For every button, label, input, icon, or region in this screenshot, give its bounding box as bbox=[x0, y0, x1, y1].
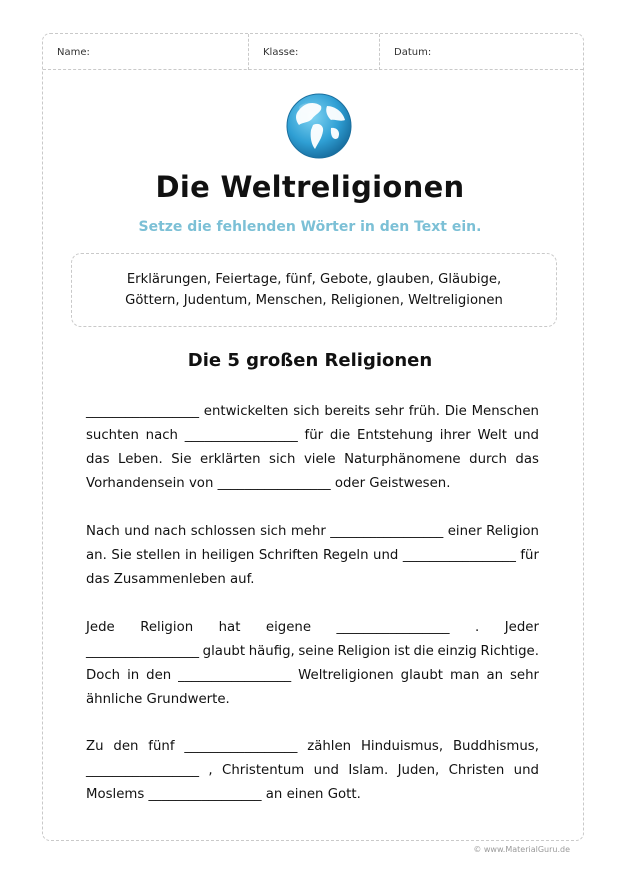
word: schlossen bbox=[190, 524, 256, 539]
blank-field[interactable]: _________________ bbox=[330, 524, 444, 539]
word: die bbox=[413, 644, 434, 659]
word: die bbox=[329, 428, 351, 443]
word: an. bbox=[86, 548, 107, 563]
blank-field[interactable]: _________________ bbox=[86, 644, 200, 659]
text-line bbox=[86, 640, 539, 664]
word: Buddhismus, bbox=[452, 739, 539, 754]
word: entwickelten bbox=[203, 404, 289, 419]
text-line bbox=[86, 424, 539, 448]
word: und bbox=[373, 548, 399, 563]
word: in bbox=[184, 548, 198, 563]
word: Religion bbox=[140, 620, 194, 635]
word: Welt bbox=[477, 428, 507, 443]
word: seine bbox=[298, 644, 334, 659]
word: man bbox=[449, 668, 480, 683]
word: Weltreligionen bbox=[298, 668, 394, 683]
word: Schriften bbox=[258, 548, 319, 563]
blank-field[interactable]: _________________ bbox=[402, 548, 516, 563]
word: für bbox=[520, 548, 539, 563]
text-line: Moslems _________________ an einen Gott. bbox=[86, 787, 361, 802]
word: einer bbox=[447, 524, 482, 539]
word: sehr bbox=[374, 404, 404, 419]
word: Menschen bbox=[471, 404, 539, 419]
paragraph-3 bbox=[86, 616, 539, 712]
word: nach bbox=[153, 524, 187, 539]
word: Christen bbox=[448, 763, 505, 778]
word: Religion bbox=[486, 524, 539, 539]
paragraph-2 bbox=[86, 520, 539, 592]
word: Entstehung bbox=[356, 428, 434, 443]
text-line bbox=[86, 664, 539, 688]
word: Regeln bbox=[322, 548, 369, 563]
word: zählen bbox=[307, 739, 352, 754]
word: Die bbox=[444, 404, 467, 419]
word: Zu bbox=[86, 739, 104, 754]
date-label: Datum: bbox=[394, 47, 432, 58]
blank-field[interactable]: _________________ bbox=[184, 739, 298, 754]
word: Islam. bbox=[348, 763, 389, 778]
class-field[interactable] bbox=[249, 34, 380, 70]
word: Sie bbox=[111, 548, 132, 563]
word: ist bbox=[394, 644, 410, 659]
word-bank-line: Göttern, Judentum, Menschen, Religionen, Weltreligionen bbox=[125, 293, 503, 308]
page-subtitle: Setze die fehlenden Wörter in den Text ein. bbox=[138, 219, 482, 235]
word: sehr bbox=[509, 668, 539, 683]
blank-field[interactable]: _________________ bbox=[336, 620, 450, 635]
word: , bbox=[208, 763, 213, 778]
globe-icon bbox=[285, 92, 353, 160]
word: das bbox=[515, 452, 539, 467]
word: mehr bbox=[290, 524, 326, 539]
text-line: ähnliche Grundwerte. bbox=[86, 692, 230, 707]
blank-field[interactable]: _________________ bbox=[178, 668, 292, 683]
text-line bbox=[86, 400, 539, 424]
text-line bbox=[86, 616, 539, 640]
word: Christentum bbox=[222, 763, 305, 778]
word: Doch bbox=[86, 668, 121, 683]
word: und bbox=[513, 763, 539, 778]
word: sich bbox=[269, 452, 296, 467]
paragraph-1 bbox=[86, 400, 539, 496]
date-field[interactable] bbox=[380, 34, 585, 70]
word-bank bbox=[71, 253, 557, 327]
text-line bbox=[86, 448, 539, 472]
paragraph-4 bbox=[86, 735, 539, 807]
blank-field[interactable]: _________________ bbox=[184, 428, 298, 443]
text-line: das Zusammenleben auf. bbox=[86, 572, 255, 587]
header-row bbox=[43, 34, 583, 70]
word: bereits bbox=[324, 404, 371, 419]
word: an bbox=[486, 668, 504, 683]
word: durch bbox=[469, 452, 507, 467]
text-line bbox=[86, 520, 539, 544]
word: hat bbox=[218, 620, 241, 635]
word: Leben. bbox=[118, 452, 163, 467]
word: den bbox=[146, 668, 172, 683]
word: Nach bbox=[86, 524, 120, 539]
text-line: Vorhandensein von _________________ oder Geistwesen. bbox=[86, 476, 451, 491]
word: fünf bbox=[148, 739, 175, 754]
word: häufig, bbox=[248, 644, 295, 659]
word: eigene bbox=[265, 620, 312, 635]
word: Naturphänomene bbox=[344, 452, 461, 467]
text-line bbox=[86, 735, 539, 759]
word: für bbox=[304, 428, 324, 443]
word: früh. bbox=[408, 404, 440, 419]
word: Sie bbox=[171, 452, 192, 467]
word: Religion bbox=[337, 644, 391, 659]
word: stellen bbox=[136, 548, 181, 563]
word: einzig bbox=[437, 644, 477, 659]
word: und bbox=[124, 524, 150, 539]
word: das bbox=[86, 452, 110, 467]
word: erklärten bbox=[200, 452, 261, 467]
word: sich bbox=[293, 404, 320, 419]
word: nach bbox=[145, 428, 178, 443]
class-label: Klasse: bbox=[263, 47, 299, 58]
word: suchten bbox=[86, 428, 139, 443]
word: und bbox=[513, 428, 539, 443]
word: . bbox=[475, 620, 480, 635]
word: Jede bbox=[86, 620, 115, 635]
copyright-notice: © www.MaterialGuru.de bbox=[473, 845, 570, 854]
word: glaubt bbox=[202, 644, 246, 659]
blank-field[interactable]: _________________ bbox=[86, 763, 200, 778]
section-title: Die 5 großen Religionen bbox=[187, 350, 433, 371]
word: Jeder bbox=[504, 620, 539, 635]
word: glaubt bbox=[400, 668, 443, 683]
word: viele bbox=[303, 452, 336, 467]
word-bank-line: Erklärungen, Feiertage, fünf, Gebote, glauben, Gläubige, bbox=[126, 272, 502, 287]
word: Juden, bbox=[397, 763, 440, 778]
word: in bbox=[127, 668, 140, 683]
word: Richtige. bbox=[480, 644, 539, 659]
word: sich bbox=[260, 524, 287, 539]
text-line bbox=[86, 544, 539, 568]
word: und bbox=[313, 763, 339, 778]
word: ihrer bbox=[439, 428, 471, 443]
word: den bbox=[113, 739, 139, 754]
blank-field[interactable]: _________________ bbox=[86, 404, 200, 419]
name-label: Name: bbox=[57, 47, 90, 58]
word: Hinduismus, bbox=[360, 739, 444, 754]
name-field[interactable] bbox=[43, 34, 249, 70]
page-title: Die Weltreligionen bbox=[155, 170, 465, 204]
text-line bbox=[86, 759, 539, 783]
word: heiligen bbox=[201, 548, 255, 563]
